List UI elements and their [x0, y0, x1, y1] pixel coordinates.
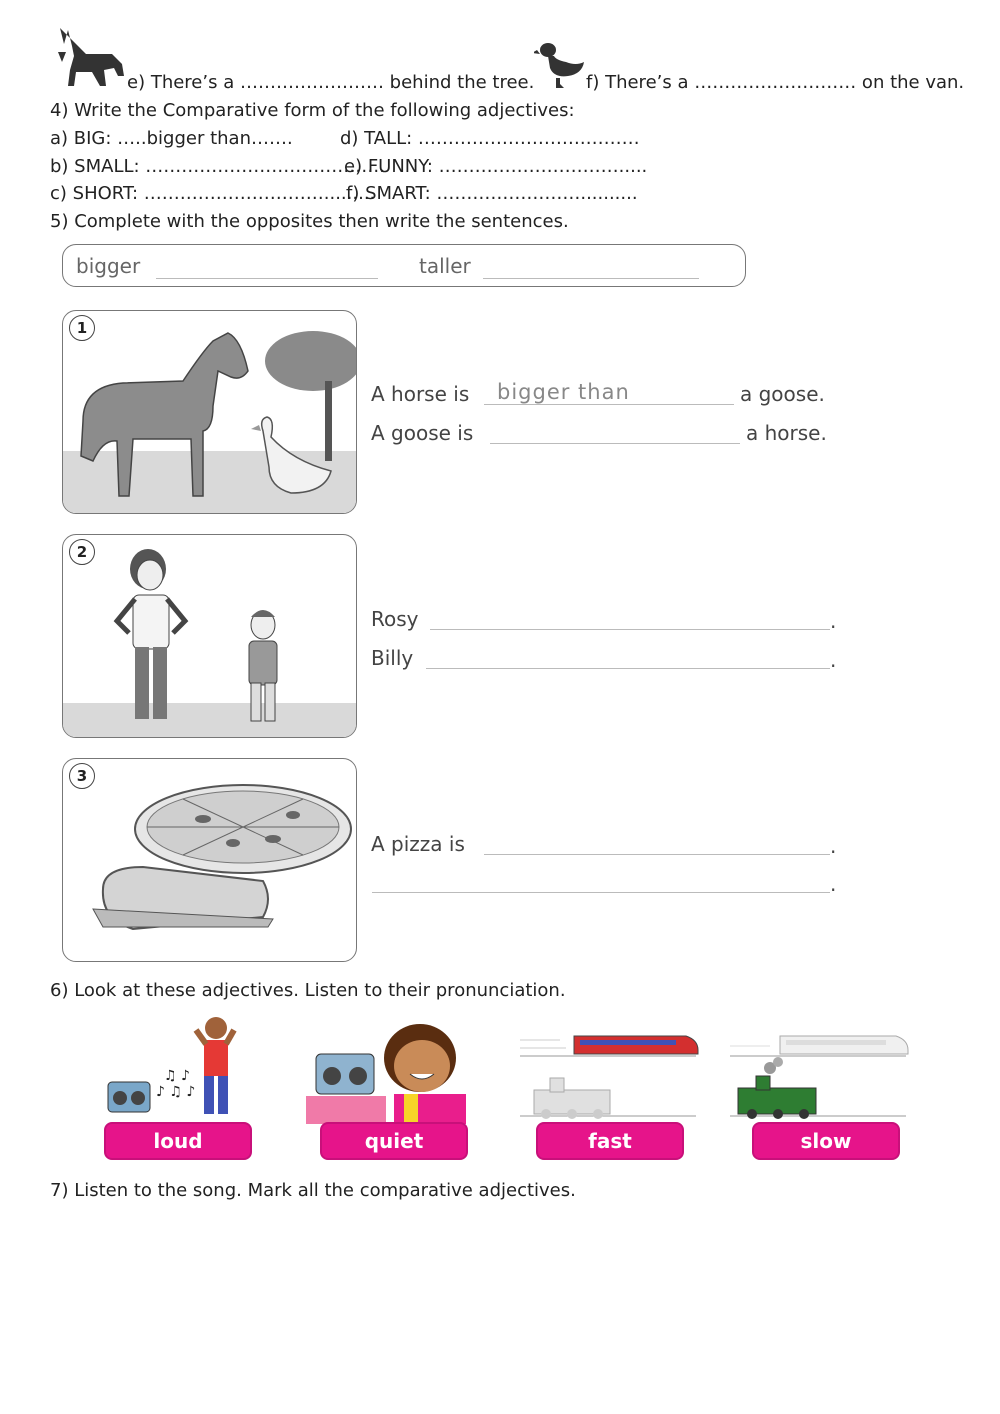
answer-3b-line[interactable] [372, 892, 830, 893]
sentence-1a-start: A horse is [371, 382, 470, 406]
slow-trains-illustration [730, 1026, 910, 1120]
exercise-e: e) There’s a …………………… behind the tree. [127, 72, 535, 93]
sentence-2b-start: Billy [371, 646, 414, 670]
sentence-3a-start: A pizza is [371, 832, 465, 856]
section-4-title: 4) Write the Comparative form of the following adjectives: [50, 100, 575, 121]
sentence-3b-end: . [830, 872, 837, 896]
answer-2b-line[interactable] [426, 668, 830, 669]
word-bank-item: taller [419, 254, 471, 278]
svg-text:♪ ♫ ♪: ♪ ♫ ♪ [156, 1084, 196, 1100]
rosy-billy-illustration [63, 535, 356, 737]
duck-icon [534, 38, 586, 92]
picture-horse-goose [62, 310, 357, 514]
item-number: 2 [69, 539, 95, 565]
exercise-4e: e) FUNNY: …………………………..... [344, 156, 648, 177]
word-bank-blank[interactable] [483, 278, 699, 279]
loud-boy-radio-illustration [104, 1012, 254, 1122]
exercise-4a: a) BIG: …..bigger than……. [50, 128, 293, 149]
sentence-2a-end: . [830, 609, 837, 633]
item-number: 3 [69, 763, 95, 789]
adjective-label-fast: fast [536, 1122, 684, 1160]
exercise-4f: f) SMART: …………………….......... [346, 183, 638, 204]
fast-trains-illustration [520, 1026, 702, 1120]
word-bank-item: bigger [76, 254, 141, 278]
section-7-title: 7) Listen to the song. Mark all the comparative adjectives. [50, 1180, 576, 1201]
svg-text:♫ ♪: ♫ ♪ [164, 1068, 190, 1084]
sentence-2a-start: Rosy [371, 607, 419, 631]
sentence-1b-start: A goose is [371, 421, 474, 445]
exercise-4d: d) TALL: ……………………….……… [340, 128, 640, 149]
answer-1a: bigger than [497, 380, 630, 404]
picture-rosy-billy [62, 534, 357, 738]
horse-goose-illustration [63, 311, 356, 513]
adjective-label-slow: slow [752, 1122, 900, 1160]
exercise-f: f) There’s a ……………………… on the van. [586, 72, 965, 93]
word-bank [62, 244, 746, 287]
answer-1a-line[interactable] [484, 404, 734, 405]
donkey-icon [52, 26, 128, 92]
item-number: 1 [69, 315, 95, 341]
answer-2a-line[interactable] [430, 629, 830, 630]
sentence-1b-end: a horse. [746, 421, 827, 445]
picture-pizza-sandwich [62, 758, 357, 962]
answer-1b-line[interactable] [490, 443, 740, 444]
section-5-title: 5) Complete with the opposites then write the sentences. [50, 211, 569, 232]
exercise-4b: b) SMALL: …………………………………. [50, 156, 386, 177]
sentence-2b-end: . [830, 648, 837, 672]
section-6-title: 6) Look at these adjectives. Listen to their pronunciation. [50, 980, 566, 1001]
exercise-4c: c) SHORT: …………………………......... [50, 183, 376, 204]
word-bank-blank[interactable] [156, 278, 378, 279]
sentence-3a-end: . [830, 834, 837, 858]
adjective-label-quiet: quiet [320, 1122, 468, 1160]
answer-3a-line[interactable] [484, 854, 830, 855]
quiet-girl-radio-illustration [306, 1020, 466, 1124]
adjective-label-loud: loud [104, 1122, 252, 1160]
pizza-sandwich-illustration [63, 759, 356, 961]
sentence-1a-end: a goose. [740, 382, 825, 406]
